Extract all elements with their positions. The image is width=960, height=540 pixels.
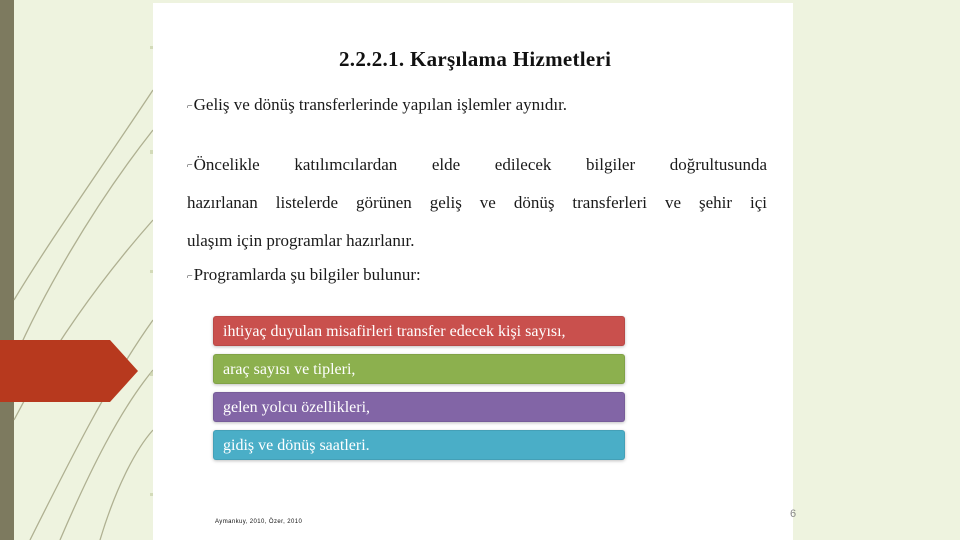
paragraph-3 xyxy=(187,265,767,285)
slide-content xyxy=(153,3,793,540)
bullet-icon: ⌐ xyxy=(187,160,193,172)
footer-reference: Aymankuy, 2010, Özer, 2010 xyxy=(215,519,303,525)
list-item: araç sayısı ve tipleri, xyxy=(213,354,625,384)
list-item: ihtiyaç duyulan misafirleri transfer edecek kişi sayısı, xyxy=(213,316,625,346)
paragraph-text: Öncelikle katılımcılardan elde edilecek bilgiler doğrultusunda xyxy=(193,155,767,174)
list-item: gidiş ve dönüş saatleri. xyxy=(213,430,625,460)
list-item: gelen yolcu özellikleri, xyxy=(213,392,625,422)
paragraph-1 xyxy=(187,95,767,115)
bullet-icon: ⌐ xyxy=(187,270,193,282)
paragraph-line: hazırlanan listelerde görünen geliş ve dönüş transferleri ve şehir içi xyxy=(187,193,767,212)
paragraph-2 xyxy=(187,146,767,260)
bullet-icon: ⌐ xyxy=(187,100,193,112)
info-list xyxy=(213,316,625,468)
paragraph-text: Geliş ve dönüş transferlerinde yapılan işlemler aynıdır. xyxy=(193,95,568,114)
paragraph-text: Programlarda şu bilgiler bulunur: xyxy=(193,265,421,284)
page-number: 6 xyxy=(790,508,797,520)
paragraph-line xyxy=(187,146,767,184)
paragraph-line: ulaşım için programlar hazırlanır. xyxy=(187,231,415,250)
slide-title: 2.2.2.1. Karşılama Hizmetleri xyxy=(339,47,612,71)
arrow-shape xyxy=(0,340,140,402)
